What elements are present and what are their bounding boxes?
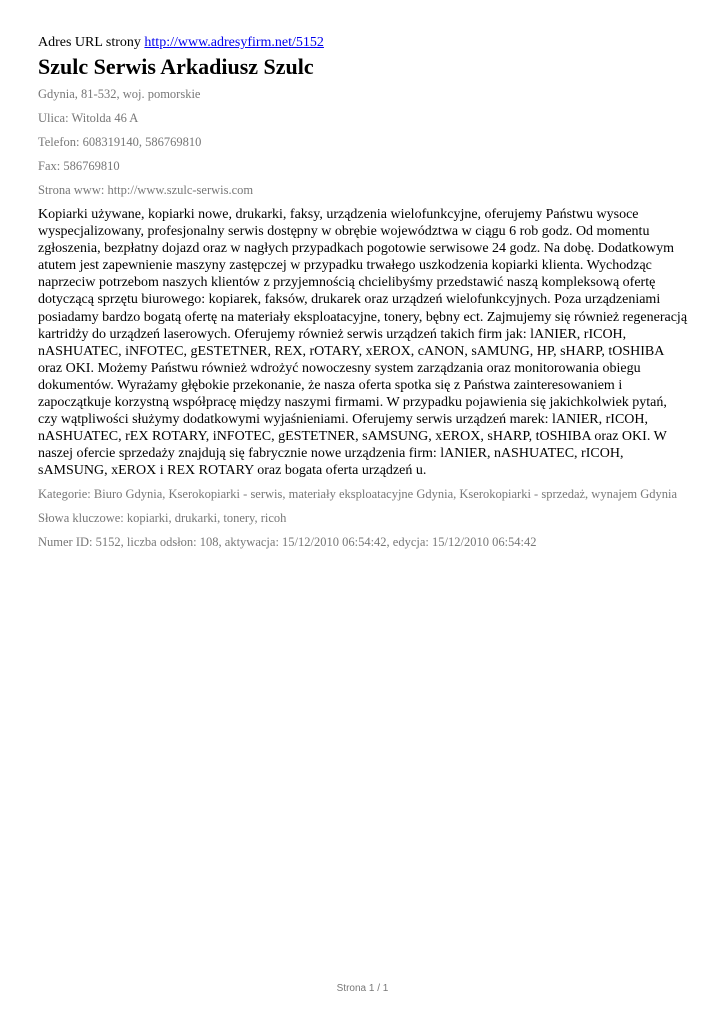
page-url-link[interactable]: http://www.adresyfirm.net/5152 bbox=[144, 35, 324, 50]
company-categories: Kategorie: Biuro Gdynia, Kserokopiarki - serwis, materiały eksploatacyjne Gdynia, Kserokopiarki - sprzedaż, wynajem Gdynia bbox=[38, 486, 678, 501]
company-title: Szulc Serwis Arkadiusz Szulc bbox=[38, 54, 314, 79]
company-keywords: Słowa kluczowe: kopiarki, drukarki, tonery, ricoh bbox=[38, 510, 287, 525]
page-url-line bbox=[38, 34, 688, 52]
record-info: Numer ID: 5152, liczba odsłon: 108, aktywacja: 15/12/2010 06:54:42, edycja: 15/12/2010 06:54:42 bbox=[38, 534, 537, 549]
company-street: Ulica: Witolda 46 A bbox=[38, 111, 139, 125]
company-website: Strona www: http://www.szulc-serwis.com bbox=[38, 183, 254, 197]
company-description: Kopiarki używane, kopiarki nowe, drukarki, faksy, urządzenia wielofunkcyjne, oferujemy Państwu wysoce wyspecjalizowany, profesjonalny serwis dostępny w obrębie województwa w ciągu 6 rob godz. Od momentu zgłoszenia, bezpłatny dojazd oraz w nagłych przypadkach pogotowie serwisowe 24 godz. Na dobę. Dodatkowym atutem jest zapewnienie maszyny zastępczej w przypadku trwałego uszkodzenia kopiarki klienta. Wychodząc naprzeciw potrzebom naszych klientów z przyjemnością chcielibyśmy przedstawić naszą kompleksową ofertę dotyczącą sprzętu biurowego: kopiarek, faksów, drukarek oraz urządzeń wielofunkcyjnych. Poza urządzeniami posiadamy bardzo bogatą ofertę na materiały eksploatacyjne, tonery, bębny ect. Zajmujemy się również regeneracją kartridży do urządzeń laserowych. Oferujemy również serwis urządzeń takich firm jak: lANIER, rICOH, nASHUATEC, iNFOTEC, gESTETNER, REX, rOTARY, xEROX, cANON, sAMUNG, HP, sHARP, tOSHIBA oraz OKI. Możemy Państwu również wdrożyć nowoczesny system zarządzania oraz monitorowania obiegu dokumentów. Wyrażamy głębokie przekonanie, że nasza oferta spotka się z Państwa zainteresowaniem i zapoczątkuje korzystną współpracę między naszymi firmami. W przypadku pojawienia się jakichkolwiek pytań, czy wątpliwości służymy dodatkowymi wyjaśnieniami. Oferujemy serwis urządzeń marek: lANIER, rICOH, nASHUATEC, rEX ROTARY, iNFOTEC, gESTETNER, sAMSUNG, xEROX, sHARP, tOSHIBA oraz OKI. W naszej ofercie sprzedaży znajdują się fabrycznie nowe urządzenia firm: lANIER, nASHUATEC, rICOH, sAMSUNG, xEROX i REX ROTARY oraz bogata oferta urządzeń u. bbox=[38, 207, 688, 479]
company-location: Gdynia, 81-532, woj. pomorskie bbox=[38, 87, 201, 101]
document-page bbox=[38, 34, 688, 558]
page-footer: Strona 1 / 1 bbox=[336, 983, 389, 994]
url-label: Adres URL strony bbox=[38, 35, 141, 50]
company-phone: Telefon: 608319140, 586769810 bbox=[38, 135, 202, 149]
company-fax: Fax: 586769810 bbox=[38, 159, 120, 173]
